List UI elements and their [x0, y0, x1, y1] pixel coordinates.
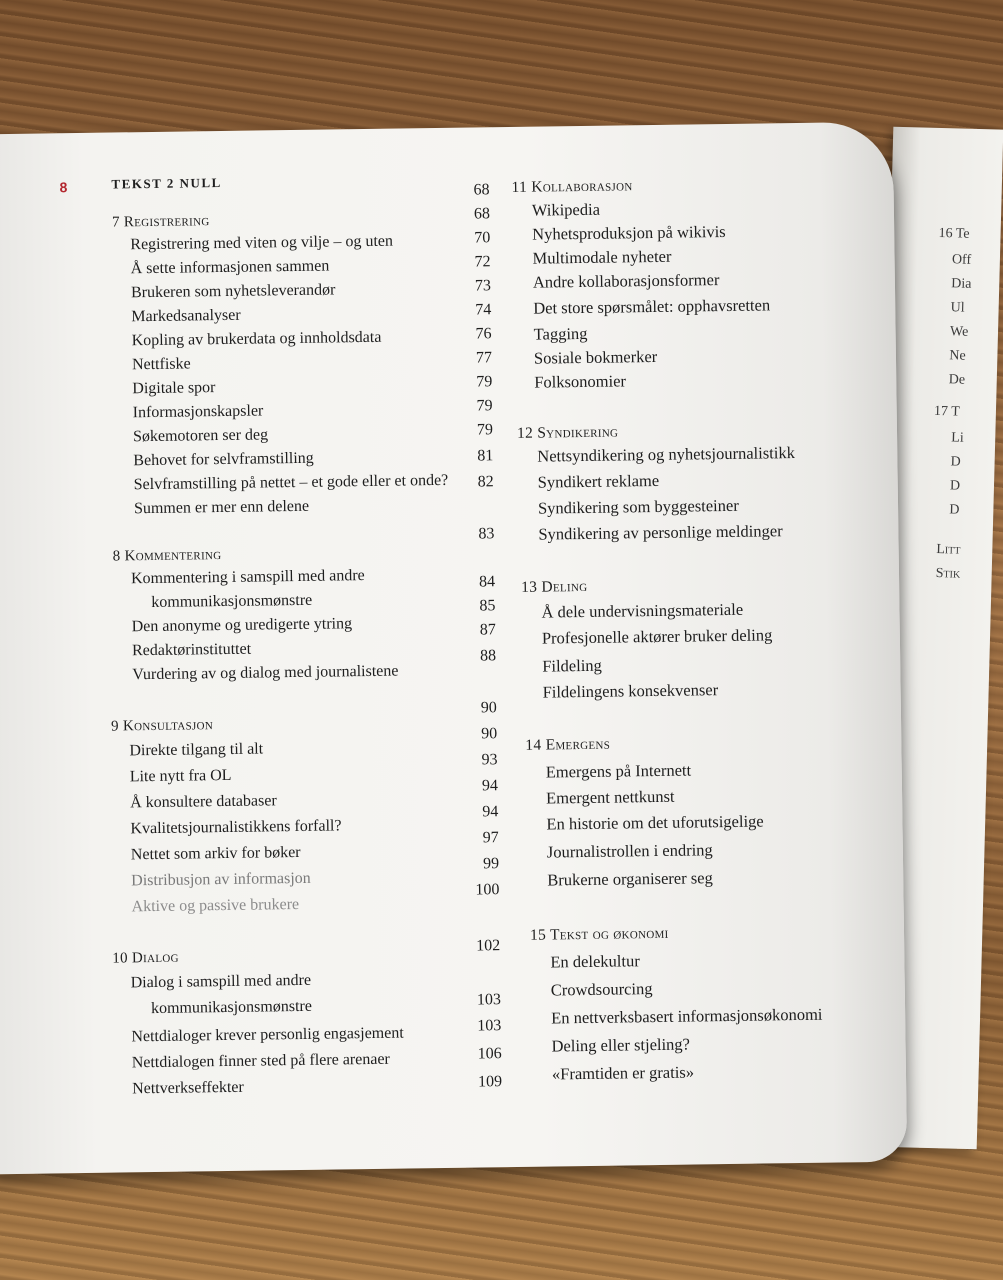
chapter-heading: 11 Kollaborasjon: [511, 177, 633, 196]
peek-line: De: [948, 372, 966, 388]
toc-page-number: 85: [479, 597, 496, 615]
toc-entry: Multimodale nyheter: [532, 246, 672, 268]
toc-page-number: 74: [475, 301, 492, 319]
peek-line: Stik: [935, 565, 961, 582]
toc-entry: Nettdialogen finner sted på flere arenaer: [131, 1050, 390, 1072]
toc-entry: Summen er mer enn delene: [133, 497, 310, 518]
toc-entry: Brukerne organiserer seg: [547, 868, 713, 890]
toc-entry: Kopling av brukerdata og innholdsdata: [131, 328, 382, 350]
toc-entry: Nettverkseffekter: [132, 1078, 244, 1098]
toc-page-number: 94: [482, 803, 499, 821]
peek-line: D: [950, 454, 961, 470]
toc-entry: Dialog i samspill med andre: [130, 971, 312, 992]
peek-line: D: [949, 478, 961, 494]
toc-entry: kommunikasjonsmønstre: [150, 997, 312, 1018]
toc-page-number: 79: [476, 421, 494, 439]
toc-page-number: 87: [479, 621, 496, 639]
toc-page-number: 68: [473, 181, 490, 199]
toc-page-number: 88: [479, 647, 497, 665]
toc-entry: Registrering med viten og vilje – og uten: [130, 232, 394, 254]
toc-page-number: 97: [482, 829, 499, 847]
book-page: [0, 122, 907, 1175]
chapter-heading: 9 Konsultasjon: [110, 717, 214, 735]
toc-page-number: 73: [474, 277, 492, 295]
peek-line: 17 T: [933, 403, 960, 420]
toc-page-number: 109: [477, 1073, 503, 1091]
peek-line: Ul: [950, 300, 965, 316]
toc-page-number: 77: [475, 349, 493, 367]
toc-entry: Wikipedia: [531, 199, 601, 220]
toc-entry: Å sette informasjonen sammen: [130, 257, 330, 278]
toc-entry: Andre kollaborasjonsformer: [532, 270, 720, 292]
toc-entry: Tagging: [533, 323, 588, 344]
toc-entry: Den anonyme og uredigerte ytring: [131, 615, 353, 636]
toc-entry: Distribusjon av informasjon: [131, 869, 311, 890]
toc-entry: En delekultur: [550, 951, 640, 972]
toc-page-number: 106: [477, 1045, 502, 1063]
toc-entry: Kommentering i samspill med andre: [130, 567, 365, 588]
toc-page-number: 100: [475, 881, 500, 899]
toc-entry: Sosiale bokmerker: [533, 346, 658, 368]
toc-entry: En historie om det uforutsigelige: [546, 811, 764, 834]
toc-entry: Aktive og passive brukere: [131, 895, 300, 916]
toc-entry: Nyhetsproduksjon på wikivis: [532, 221, 726, 244]
peek-line: Li: [951, 430, 964, 446]
toc-page-number: 79: [476, 373, 493, 391]
toc-entry: Vurdering av og dialog med journalistene: [132, 662, 399, 684]
page-number: 8: [59, 179, 68, 196]
peek-line: We: [949, 324, 969, 340]
toc-page-number: 102: [476, 937, 501, 955]
toc-page-number: 72: [474, 253, 491, 271]
toc-page-number: 103: [477, 1017, 502, 1035]
chapter-heading: 12 Syndikering: [516, 423, 619, 442]
toc-page-number: 79: [476, 397, 493, 415]
toc-entry: En nettverksbasert informasjonsøkonomi: [551, 1004, 823, 1028]
toc-entry: Emergens på Internett: [545, 760, 692, 782]
peek-line: D: [949, 502, 960, 518]
toc-entry: Journalistrollen i endring: [546, 840, 713, 862]
toc-page-number: 70: [474, 229, 491, 247]
toc-entry: Emergent nettkunst: [545, 786, 675, 808]
toc-entry: Profesjonelle aktører bruker deling: [541, 625, 773, 648]
toc-page-number: 93: [481, 751, 498, 769]
toc-entry: Kvalitetsjournalistikkens forfall?: [130, 817, 342, 838]
toc-entry: Lite nytt fra OL: [129, 766, 232, 786]
toc-entry: Det store spørsmålet: opphavsretten: [533, 295, 771, 318]
toc-page-number: 94: [481, 777, 499, 795]
chapter-heading: 14 Emergens: [525, 735, 611, 754]
peek-line: Litt: [936, 542, 961, 558]
toc-entry: Crowdsourcing: [550, 979, 653, 1000]
toc-entry: Nettdialoger krever personlig engasjement: [131, 1024, 404, 1046]
toc-page-number: 68: [473, 205, 491, 223]
toc-entry: Informasjonskapsler: [132, 402, 264, 422]
toc-page-number: 90: [480, 699, 497, 717]
chapter-heading: 15 Tekst og økonomi: [529, 924, 669, 944]
toc-entry: Syndikert reklame: [537, 470, 660, 492]
toc-entry: Nettet som arkiv for bøker: [130, 843, 301, 864]
toc-entry: kommunikasjonsmønstre: [151, 591, 313, 612]
peek-line: Ne: [949, 348, 966, 364]
toc-entry: Nettfiske: [131, 355, 191, 374]
toc-page-number: 90: [481, 725, 498, 743]
toc-entry: Folksonomier: [534, 371, 627, 392]
toc-entry: Redaktørinstituttet: [131, 640, 252, 660]
toc-entry: Behovet for selvframstilling: [133, 449, 314, 470]
toc-entry: Selvframstilling på nettet – et gode eller et onde?: [133, 471, 449, 494]
toc-entry: «Framtiden er gratis»: [551, 1062, 695, 1084]
toc-page-number: 84: [478, 573, 496, 591]
toc-entry: Direkte tilgang til alt: [129, 740, 264, 760]
toc-entry: Å konsultere databaser: [130, 792, 277, 812]
toc-page-number: 76: [475, 325, 492, 343]
toc-entry: Markedsanalyser: [131, 306, 241, 326]
peek-line: Dia: [951, 276, 972, 292]
chapter-heading: 8 Kommentering: [112, 547, 222, 565]
toc-page-number: 103: [476, 991, 502, 1009]
toc-entry: Brukeren som nyhetsleverandør: [130, 281, 336, 302]
chapter-heading: 7 Registrering: [111, 213, 210, 231]
toc-entry: Syndikering som byggesteiner: [537, 495, 739, 518]
toc-page-number: 81: [477, 447, 494, 465]
toc-entry: Syndikering av personlige meldinger: [538, 521, 783, 544]
toc-entry: Søkemotoren ser deg: [132, 426, 269, 446]
toc-entry: Nettsyndikering og nyhetsjournalistikk: [537, 443, 796, 466]
peek-line: 16 Te: [938, 225, 970, 242]
peek-line: Off: [951, 252, 972, 268]
toc-entry: Deling eller stjeling?: [551, 1034, 691, 1056]
toc-page-number: 83: [478, 525, 495, 543]
toc-entry: Digitale spor: [132, 379, 216, 398]
toc-entry: Å dele undervisningsmateriale: [541, 599, 744, 622]
toc-entry: Fildelingens konsekvenser: [542, 680, 719, 702]
running-head: TEKST 2 NULL: [111, 175, 222, 192]
chapter-heading: 13 Deling: [521, 577, 588, 596]
chapter-heading: 10 Dialog: [112, 949, 179, 967]
toc-page-number: 99: [482, 855, 500, 873]
toc-entry: Fildeling: [542, 655, 602, 676]
toc-page-number: 82: [477, 473, 494, 491]
